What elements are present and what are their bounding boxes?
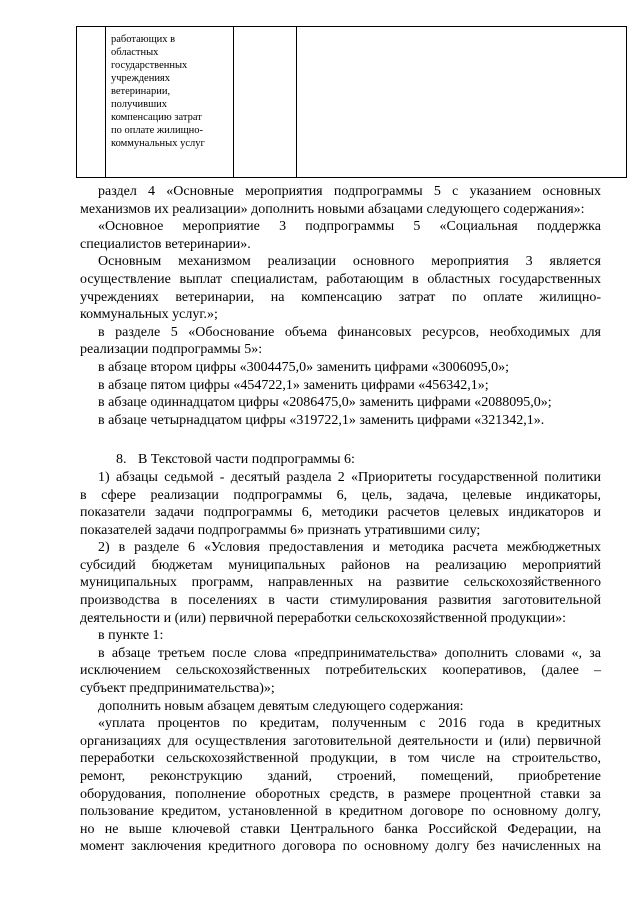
text-line: муниципальных программ, направленных на развитие сельскохозяйственного [80, 575, 601, 591]
text-line: дополнить новым абзацем девятым следующего содержания: [98, 698, 464, 714]
text-line: механизмов их реализации» дополнить новыми абзацами следующего содержания»: [80, 201, 585, 217]
text-line: «уплата процентов по кредитам, полученным с 2016 года в кредитных [98, 716, 601, 732]
section-number: 8. [116, 452, 127, 468]
text-line: раздел 4 «Основные мероприятия подпрограммы 5 с указанием основных [98, 184, 601, 199]
cell-line: коммунальных услуг [111, 138, 205, 149]
text-line: момент заключения кредитного договора по основному долгу без начисленных на [80, 839, 601, 855]
cell-line: государственных [111, 60, 188, 71]
cell-line: по оплате жилищно- [111, 125, 204, 136]
text-line: исключением сельскохозяйственных потребительских кооперативов, (далее – [80, 663, 601, 679]
text-line: коммунальных услуг.»; [80, 307, 218, 323]
text-line: «Основное мероприятие 3 подпрограммы 5 «Социальная поддержка [98, 219, 601, 235]
text-line: деятельности и (или) первичной переработки сельскохозяйственной продукции»: [80, 610, 567, 626]
text-line: субсидий бюджетам муниципальных районов на реализацию мероприятий [80, 557, 601, 573]
cell-line: областных [111, 47, 159, 58]
table-cell-empty-2 [234, 27, 297, 178]
text-line: но не выше ключевой ставки Центрального банка Российской Федерации, на [80, 821, 601, 837]
section-title: В Текстовой части подпрограммы 6: [138, 452, 355, 468]
text-line: показатели задачи подпрограммы 6, методики расчетов целевых индикаторов и [80, 505, 601, 521]
text-line: оборудования, пополнение оборотных средств, в размере процентной ставки за [80, 786, 601, 802]
text-line: в абзаце третьем после слова «предпринимательства» дополнить словами «, за [98, 645, 601, 661]
cell-line: ветеринарии, [111, 86, 171, 97]
cell-line: получивших [111, 99, 168, 110]
text-line: в абзаце одиннадцатом цифры «2086475,0» заменить цифрами «2088095,0»; [98, 395, 552, 411]
table-cell-empty-1 [77, 27, 106, 178]
cell-line: работающих в [111, 34, 176, 45]
text-line: в сфере реализации подпрограммы 6, цель, задача, целевые индикаторы, [80, 487, 601, 503]
text-line: реализации подпрограммы 5»: [80, 342, 263, 358]
text-line: осуществление выплат специалистам, работающим в областных государственных [80, 271, 601, 287]
text-line: 1) абзацы седьмой - десятый раздела 2 «Приоритеты государственной политики [98, 469, 601, 485]
text-line: в абзаце пятом цифры «454722,1» заменить цифрами «456342,1»; [98, 377, 489, 393]
document-body [80, 183, 601, 856]
text-line: производства в поселениях в части стимулирования развития заготовительной [80, 593, 601, 609]
text-line: учреждениях ветеринарии, на компенсацию затрат по оплате жилищно- [80, 289, 601, 305]
table-cell-description [106, 27, 234, 178]
text-line: в пункте 1: [98, 628, 164, 644]
section-heading [80, 451, 601, 469]
text-line: специалистов ветеринарии». [80, 236, 251, 252]
table-fragment [76, 26, 627, 178]
text-line: субъект предпринимательства)»; [80, 681, 275, 697]
text-line: 2) в разделе 6 «Условия предоставления и методика расчета межбюджетных [98, 540, 601, 556]
cell-line: учреждениях [111, 73, 171, 84]
text-line: переработки сельскохозяйственной продукции, в том числе на строительство, [80, 751, 601, 767]
text-line: Основным механизмом реализации основного мероприятия 3 является [98, 254, 601, 270]
text-line: в абзаце четырнадцатом цифры «319722,1» заменить цифрами «321342,1». [98, 412, 545, 428]
table-cell-empty-3 [297, 27, 627, 178]
text-line: организациях для осуществления заготовительной деятельности и (или) первичной [80, 733, 601, 749]
text-line: показателей задачи подпрограммы 6» признать утратившими силу; [80, 522, 481, 538]
text-line: в разделе 5 «Обоснование объема финансовых ресурсов, необходимых для [98, 324, 601, 340]
text-line: ремонт, реконструкцию зданий, строений, помещений, приобретение [80, 769, 601, 784]
text-line: в абзаце втором цифры «3004475,0» заменить цифрами «3006095,0»; [98, 359, 509, 375]
cell-line: компенсацию затрат [111, 112, 202, 123]
text-line: пользование кредитом, установленной в кредитном договоре по основному долгу, [80, 804, 601, 820]
